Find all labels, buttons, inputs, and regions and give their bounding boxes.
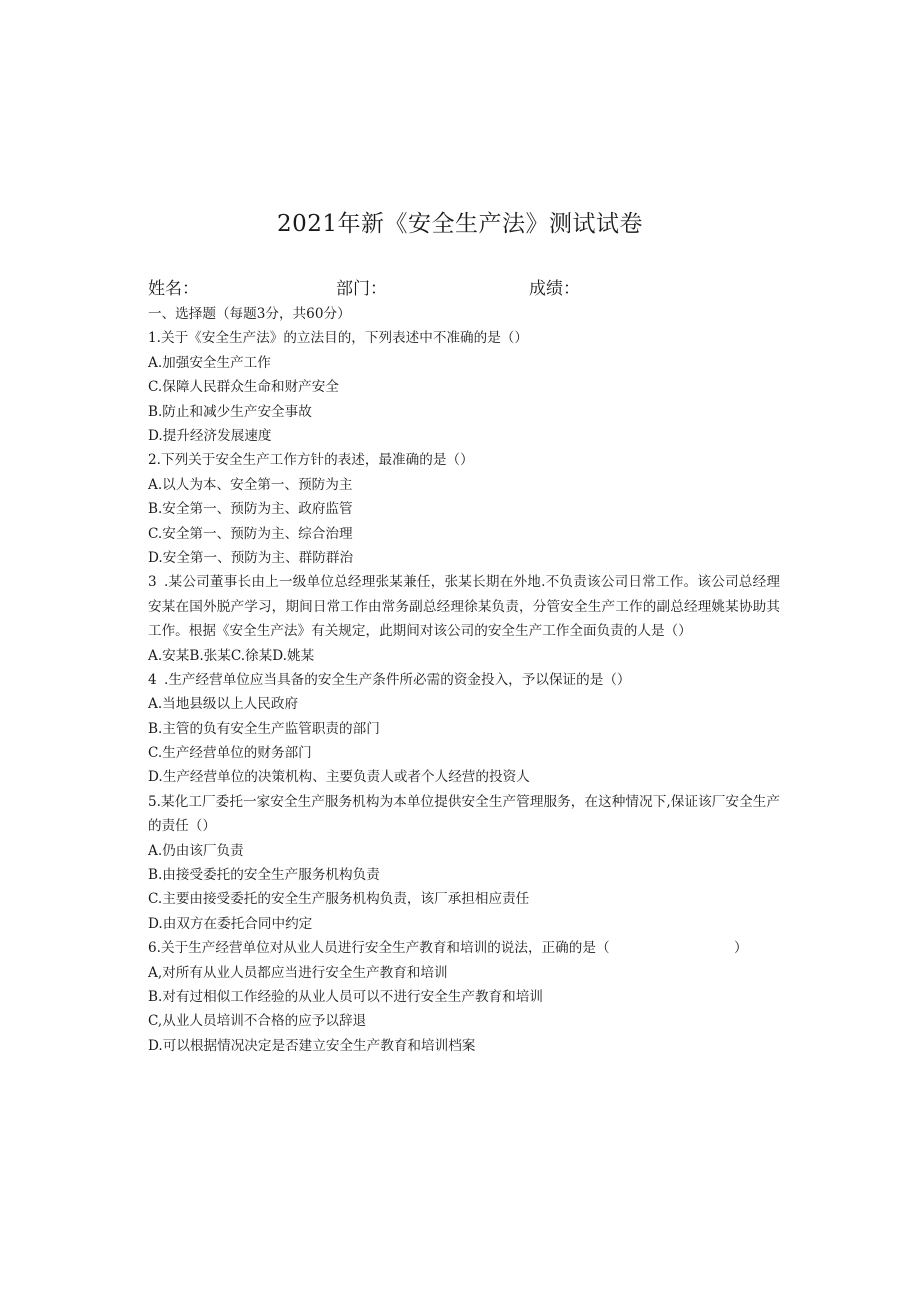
section-heading: 一、选择题（每题3分，共60分） <box>148 306 351 322</box>
question-6-option: A,对所有从业人员都应当进行安全生产教育和培训 <box>148 964 448 981</box>
question-3-stem <box>148 570 780 643</box>
page-title: 2021年新《安全生产法》测试试卷 <box>276 211 644 237</box>
question-6-answer-paren: ） <box>734 940 748 957</box>
question-1-option: A.加强安全生产工作 <box>148 354 271 371</box>
question-2-option: C.安全第一、预防为主、综合治理 <box>148 525 353 542</box>
question-2-option: D.安全第一、预防为主、群防群治 <box>148 549 354 566</box>
exam-body <box>148 302 780 1058</box>
question-5-option: D.由双方在委托合同中约定 <box>148 915 313 932</box>
question-3-text: .某公司董事长由上一级单位总经理张某兼任，张某长期在外地.不负责该公司日常工作。该公司总经理安某在国外脱产学习，期间日常工作由常务副总经理徐某负责，分管安全生产工作的副总经理姚某协助其工作。根据《安全生产法》有关规定，此期间对该公司的安全生产工作全面负责的人是（） <box>148 574 780 640</box>
department-label: 部门： <box>336 279 387 299</box>
question-6-text: 6.关于生产经营单位对从业人员进行安全生产教育和培训的说法，正确的是（ <box>148 940 610 957</box>
question-3-number: 3 <box>148 574 157 591</box>
question-2-option: A.以人为本、安全第一、预防为主 <box>148 476 353 493</box>
question-4-option: D.生产经营单位的决策机构、主要负责人或者个人经营的投资人 <box>148 769 530 786</box>
name-label: 姓名： <box>148 279 199 299</box>
question-4-text: .生产经营单位应当具备的安全生产条件所必需的资金投入，予以保证的是（） <box>164 671 631 688</box>
score-label: 成绩： <box>529 279 580 299</box>
question-6-stem <box>148 936 780 960</box>
question-5-option: C.主要由接受委托的安全生产服务机构负责，该厂承担相应责任 <box>148 891 530 908</box>
question-4-option: C.生产经营单位的财务部门 <box>148 745 312 762</box>
question-2-option: B.安全第一、预防为主、政府监管 <box>148 501 353 518</box>
question-6-option: C,从业人员培训不合格的应予以辞退 <box>148 1013 367 1030</box>
question-4-option: A.当地县级以上人民政府 <box>148 696 299 713</box>
question-5-option: B.由接受委托的安全生产服务机构负责 <box>148 867 380 884</box>
question-1-option: B.防止和减少生产安全事故 <box>148 403 312 420</box>
question-4-option: B.主管的负有安全生产监管职责的部门 <box>148 720 380 737</box>
question-1-stem: 1.关于《安全生产法》的立法目的，下列表述中不准确的是（） <box>148 330 528 347</box>
question-4-stem <box>148 668 780 692</box>
question-2-stem: 2.下列关于安全生产工作方针的表述，最准确的是（） <box>148 452 474 469</box>
question-5-stem: 5.某化工厂委托一家安全生产服务机构为本单位提供安全生产管理服务，在这种情况下,保证该厂安全生产的责任（） <box>148 793 780 835</box>
question-6-option: D.可以根据情况决定是否建立安全生产教育和培训档案 <box>148 1037 476 1054</box>
question-3-options: A.安某B.张某C.徐某D.姚某 <box>148 647 315 664</box>
question-6-option: B.对有过相似工作经验的从业人员可以不进行安全生产教育和培训 <box>148 989 543 1006</box>
info-row <box>148 276 788 302</box>
question-5-option: A.仍由该厂负责 <box>148 842 244 859</box>
question-1-option: D.提升经济发展速度 <box>148 427 272 444</box>
question-4-number: 4 <box>148 671 157 688</box>
question-1-option: C.保障人民群众生命和财产安全 <box>148 379 339 396</box>
